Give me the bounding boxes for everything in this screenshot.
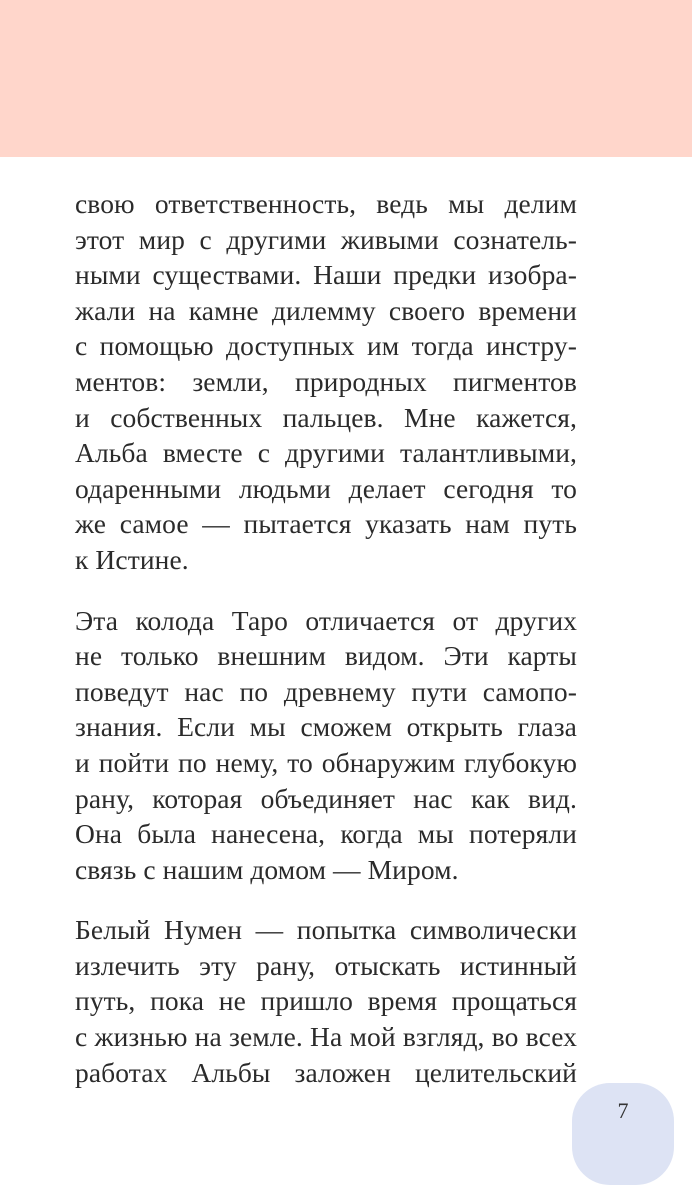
text-line: же самое — пытается указать нам путь: [75, 508, 577, 540]
text-line: рану, которая объединяет нас как вид.: [75, 782, 577, 814]
paragraph-3: [75, 912, 577, 1090]
page-number-tab: [572, 1083, 674, 1185]
text-line: к Истине.: [75, 543, 189, 575]
text-line: не только внешним видом. Эти карты: [75, 640, 577, 672]
page-number: 7: [617, 1098, 629, 1123]
text-line: излечить эту рану, отыскать истинный: [75, 949, 577, 981]
text-line: поведут нас по древнему пути самопо-: [75, 675, 577, 707]
header-band: [0, 0, 692, 157]
text-line: ными существами. Наши предки изобра-: [75, 259, 577, 291]
text-line: этот мир с другими живыми сознатель-: [75, 223, 577, 255]
text-line: с жизнью на земле. На мой взгляд, во всех: [75, 1021, 577, 1053]
text-line: с помощью доступных им тогда инстру-: [75, 330, 577, 362]
text-line: путь, пока не пришло время прощаться: [75, 985, 577, 1017]
body-text: [75, 186, 577, 1115]
text-line: ментов: земли, природных пигментов: [75, 365, 577, 397]
text-line: знания. Если мы сможем открыть глаза: [75, 711, 577, 743]
text-line: и пойти по нему, то обнаружим глубокую: [75, 746, 577, 778]
text-line: Она была нанесена, когда мы потеряли: [75, 818, 577, 850]
text-line: Эта колода Таро отличается от других: [75, 604, 577, 636]
text-line: свою ответственность, ведь мы делим: [75, 188, 577, 219]
text-line: Альба вместе с другими талантливыми,: [75, 437, 577, 469]
paragraph-1: [75, 186, 577, 578]
text-line: работах Альбы заложен целительский: [75, 1056, 577, 1088]
text-line: жали на камне дилемму своего времени: [75, 294, 577, 326]
paragraph-2: [75, 603, 577, 888]
text-line: Белый Нумен — попытка символически: [75, 914, 577, 946]
text-line: и собственных пальцев. Мне кажется,: [75, 401, 577, 433]
text-line: одаренными людьми делает сегодня то: [75, 472, 577, 504]
text-line: связь с нашим домом — Миром.: [75, 853, 459, 885]
